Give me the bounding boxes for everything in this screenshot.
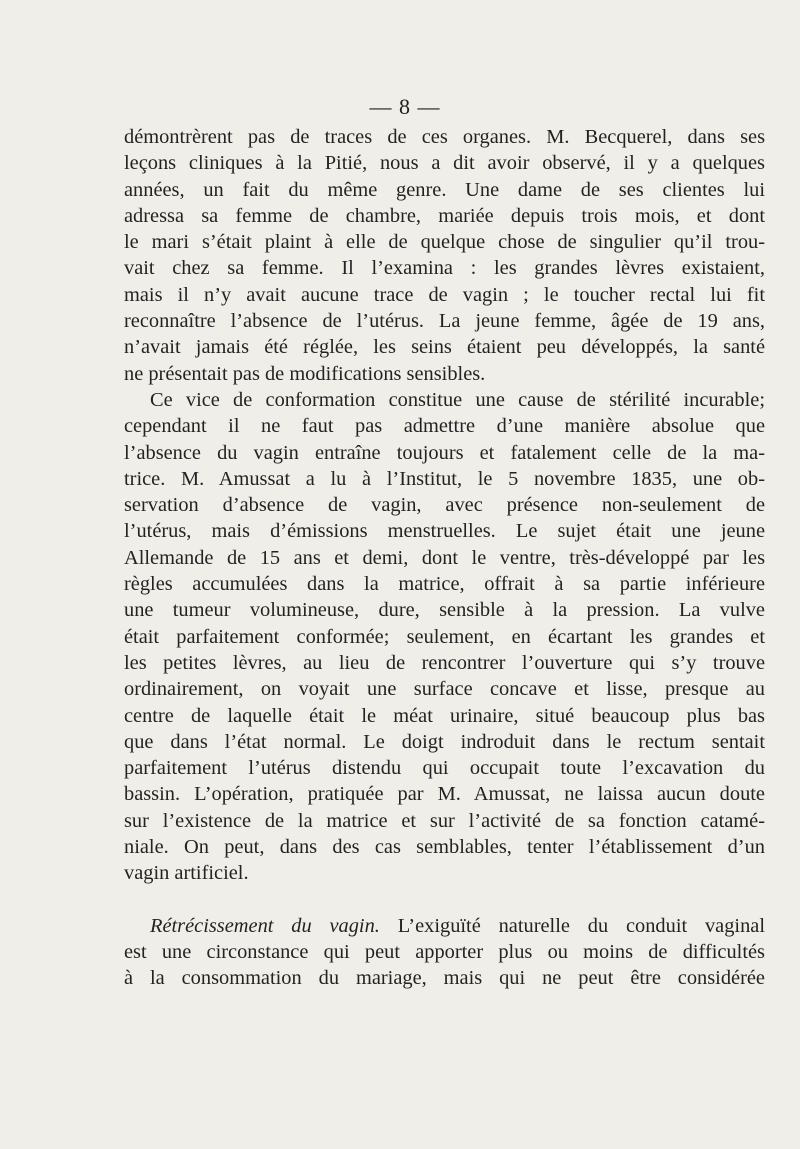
- paragraph-2: [124, 387, 765, 887]
- paragraph-1: [124, 124, 765, 387]
- text-line: ne présentait pas de modifications sensibles.: [124, 362, 486, 385]
- text-line: servation d’absence de vagin, avec présence non-seulement de: [124, 494, 765, 517]
- text-line: que dans l’état normal. Le doigt indroduit dans le rectum sentait: [124, 730, 765, 753]
- text-line: le mari s’était plaint à elle de quelque chose de singulier qu’il trou-: [124, 231, 765, 254]
- text-line: centre de laquelle était le méat urinaire, situé beaucoup plus bas: [124, 704, 765, 727]
- text-line: est une circonstance qui peut apporter plus ou moins de difficultés: [124, 940, 765, 963]
- text-line: était parfaitement conformée; seulement, en écartant les grandes et: [124, 625, 765, 648]
- text-line: ordinairement, on voyait une surface concave et lisse, presque au: [124, 678, 765, 701]
- paragraph-3: [124, 913, 765, 992]
- text-line: démontrèrent pas de traces de ces organes. M. Becquerel, dans ses: [124, 126, 765, 148]
- section-heading: Rétrécissement du vagin.: [150, 914, 380, 937]
- text-line: années, un fait du même genre. Une dame de ses clientes lui: [124, 178, 765, 201]
- text-line: vait chez sa femme. Il l’examina : les grandes lèvres existaient,: [124, 257, 765, 280]
- text-line: vagin artificiel.: [124, 862, 249, 885]
- text-line: parfaitement l’utérus distendu qui occupait toute l’excavation du: [124, 757, 765, 780]
- text-line: adressa sa femme de chambre, mariée depuis trois mois, et dont: [124, 204, 765, 227]
- text-line: Ce vice de conformation constitue une cause de stérilité incurable;: [150, 388, 765, 411]
- text-line: trice. M. Amussat a lu à l’Institut, le 5 novembre 1835, une ob-: [124, 467, 765, 490]
- text-line: mais il n’y avait aucune trace de vagin ; le toucher rectal lui fit: [124, 283, 765, 306]
- body-text: [124, 124, 765, 992]
- text-line: [124, 913, 765, 939]
- text-line: cependant il ne faut pas admettre d’une manière absolue que: [124, 415, 765, 438]
- text-line: n’avait jamais été réglée, les seins étaient peu développés, la santé: [124, 336, 765, 359]
- text-line: bassin. L’opération, pratiquée par M. Amussat, ne laissa aucun doute: [124, 783, 765, 806]
- text-line: l’absence du vagin entraîne toujours et fatalement celle de la ma-: [124, 441, 765, 464]
- text-line: les petites lèvres, au lieu de rencontrer l’ouverture qui s’y trouve: [124, 651, 765, 674]
- page-number: — 8 —: [369, 94, 441, 119]
- text-line: une tumeur volumineuse, dure, sensible à la pression. La vulve: [124, 599, 765, 622]
- text-line: à la consommation du mariage, mais qui ne peut être considérée: [124, 967, 765, 990]
- text-line: l’utérus, mais d’émissions menstruelles. Le sujet était une jeune: [124, 520, 765, 543]
- text-line: sur l’existence de la matrice et sur l’activité de sa fonction catamé-: [124, 809, 765, 832]
- text-line: niale. On peut, dans des cas semblables, tenter l’établissement d’un: [124, 836, 765, 859]
- text-line: reconnaître l’absence de l’utérus. La jeune femme, âgée de 19 ans,: [124, 310, 765, 333]
- text-line: leçons cliniques à la Pitié, nous a dit avoir observé, il y a quelques: [124, 152, 765, 175]
- text-line: règles accumulées dans la matrice, offrait à sa partie inférieure: [124, 573, 765, 596]
- text-line: Allemande de 15 ans et demi, dont le ventre, très-développé par les: [124, 546, 765, 569]
- text-fragment: L’exiguïté naturelle du conduit vaginal: [379, 914, 765, 937]
